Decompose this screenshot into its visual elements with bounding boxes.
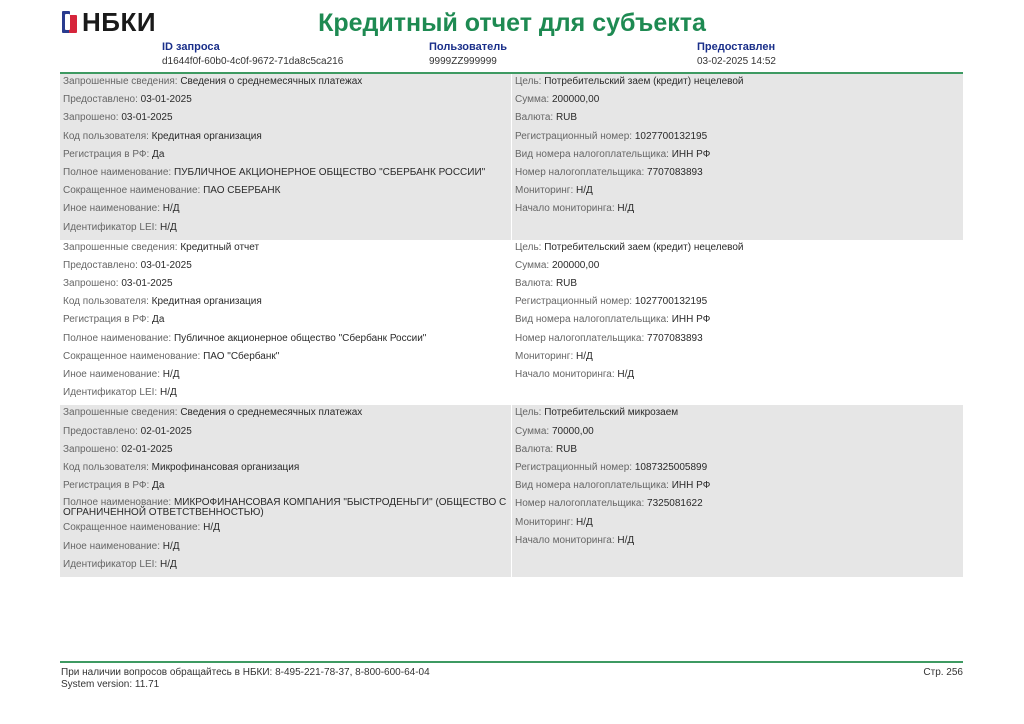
field-value: Н/Д [159,558,177,570]
record-column-right [512,74,963,240]
record-field [512,167,963,185]
request-id-value: d1644f0f-60b0-4c0f-9672-71da8c5ca216 [162,56,344,67]
field-label: Сумма: [515,94,552,106]
record-field [512,112,963,130]
record-field [512,278,963,296]
inquiry-record [60,74,963,240]
field-value: 7325081622 [647,498,703,510]
record-field [60,260,511,278]
field-label: Полное наименование: [63,498,174,509]
field-value: Да [152,148,165,160]
field-value: Н/Д [162,203,180,215]
record-field [512,407,963,425]
field-label: Запрошено: [63,112,122,124]
provided-label: Предоставлен [697,41,776,53]
field-label: Начало мониторинга: [515,534,618,546]
record-field [512,517,963,535]
field-value: Н/Д [576,185,593,197]
field-label: Мониторинг: [515,350,577,362]
field-label: Запрошенные сведения: [63,407,181,419]
field-label: Цель: [515,407,545,419]
field-label: Код пользователя: [63,130,152,142]
field-value: Н/Д [159,221,177,233]
field-value: 1027700132195 [634,130,708,142]
field-value: 03-01-2025 [140,259,192,271]
record-field [512,535,963,553]
field-value: Н/Д [162,540,180,552]
field-value: 1027700132195 [634,296,708,308]
record-field [60,541,511,559]
field-value: 02-01-2025 [121,443,173,455]
record-field [60,76,511,94]
field-label: Мониторинг: [515,516,577,528]
field-label: Запрошено: [63,278,122,290]
record-field [60,131,511,149]
field-value: Н/Д [617,203,635,215]
field-value: Да [152,480,165,492]
record-field [512,242,963,260]
record-field [512,76,963,94]
field-label: Регистрация в РФ: [63,314,153,326]
record-field [512,462,963,480]
field-label: Валюта: [515,112,556,124]
inquiry-records [60,74,963,577]
record-field [60,462,511,480]
record-field [60,203,511,221]
field-label: Валюта: [515,443,556,455]
field-value: ИНН РФ [671,480,711,492]
field-label: Вид номера налогоплательщика: [515,480,672,492]
record-field [60,296,511,314]
record-field [60,333,511,351]
field-value: Кредитный отчет [180,241,260,253]
record-field [60,222,511,240]
record-field [60,278,511,296]
field-value: 02-01-2025 [140,425,192,437]
field-value: 70000,00 [551,425,594,437]
record-field [60,112,511,130]
field-label: Сумма: [515,425,552,437]
field-value: 7707083893 [647,332,703,344]
record-field [60,426,511,444]
field-value: Н/Д [617,534,635,546]
field-label: Иное наименование: [63,369,163,380]
field-label: Регистрационный номер: [515,461,635,473]
field-label: Цель: [515,241,545,253]
field-value: ПУБЛИЧНОЕ АКЦИОНЕРНОЕ ОБЩЕСТВО "СБЕРБАНК РОССИИ" [173,166,486,178]
record-field [512,444,963,462]
inquiry-record [60,405,963,577]
record-field [60,185,511,203]
field-value: 03-01-2025 [121,278,173,290]
field-value: МИКРОФИНАНСОВАЯ КОМПАНИЯ "БЫСТРОДЕНЬГИ" (ОБЩЕСТВО С ОГРАНИЧЕННОЙ ОТВЕТСТВЕННОСТЬЮ) [63,498,507,519]
record-field [60,149,511,167]
field-value: Микрофинансовая организация [151,461,300,473]
field-label: Сокращенное наименование: [63,185,204,197]
field-value: Н/Д [203,522,220,534]
field-label: Мониторинг: [515,185,577,197]
field-label: Начало мониторинга: [515,369,618,380]
record-field [60,242,511,260]
field-label: Регистрационный номер: [515,130,635,142]
field-label: Вид номера налогоплательщика: [515,148,672,160]
field-value: Н/Д [576,350,593,362]
field-label: Идентификатор LEI: [63,558,160,570]
field-value: ПАО СБЕРБАНК [203,185,281,197]
record-field [60,314,511,332]
field-value: Н/Д [159,387,177,399]
provided-value: 03-02-2025 14:52 [697,56,776,67]
field-label: Начало мониторинга: [515,203,618,215]
inquiry-record [60,240,963,406]
field-value: Н/Д [576,516,593,528]
field-label: Код пользователя: [63,461,152,473]
field-label: Регистрация в РФ: [63,148,153,160]
field-value: Потребительский заем (кредит) нецелевой [544,76,744,87]
field-value: 7707083893 [647,166,703,178]
record-field [512,203,963,221]
field-label: Предоставлено: [63,425,141,437]
field-value: RUB [555,443,578,455]
field-value: RUB [555,278,578,290]
footer-info [61,667,430,691]
page-number: Стр. 256 [923,667,963,678]
record-field [60,387,511,405]
record-field [512,296,963,314]
field-value: Н/Д [162,369,180,380]
record-field [512,351,963,369]
field-label: Предоставлено: [63,94,141,106]
logo-text: НБКИ [82,7,157,37]
field-value: Потребительский заем (кредит) нецелевой [544,241,744,253]
record-field [512,480,963,498]
footer-divider [60,661,963,663]
record-field [512,149,963,167]
record-field [512,369,963,387]
field-value: 200000,00 [551,259,600,271]
record-field [512,131,963,149]
record-field [60,369,511,387]
field-label: Сокращенное наименование: [63,522,204,534]
field-label: Номер налогоплательщика: [515,498,648,510]
field-value: Сведения о среднемесячных платежах [180,407,363,419]
record-field [512,185,963,203]
record-field [60,167,511,185]
field-label: Предоставлено: [63,259,141,271]
field-label: Цель: [515,76,545,87]
record-field [60,444,511,462]
field-value: Н/Д [617,369,635,380]
user-value: 9999ZZ999999 [429,56,497,67]
record-field [512,94,963,112]
record-field [60,351,511,369]
field-label: Идентификатор LEI: [63,221,160,233]
request-id-label: ID запроса [162,41,220,53]
record-field [512,260,963,278]
field-label: Сумма: [515,259,552,271]
field-value: ПАО "Сбербанк" [203,350,280,362]
page-title: Кредитный отчет для субъекта [318,9,706,37]
field-label: Запрошенные сведения: [63,241,181,253]
field-value: RUB [555,112,578,124]
field-value: Сведения о среднемесячных платежах [180,76,363,87]
user-label: Пользователь [429,41,508,53]
field-value: Да [152,314,165,326]
field-label: Полное наименование: [63,332,174,344]
field-label: Регистрационный номер: [515,296,635,308]
record-column-right [512,405,963,577]
field-value: Публичное акционерное общество "Сбербанк России" [173,332,427,344]
field-label: Номер налогоплательщика: [515,332,648,344]
record-field [512,314,963,332]
record-column-right [512,240,963,406]
record-field [60,407,511,425]
field-label: Вид номера налогоплательщика: [515,314,672,326]
field-label: Полное наименование: [63,166,174,178]
record-field [512,426,963,444]
footer-contact: При наличии вопросов обращайтесь в НБКИ: 8-495-221-78-37, 8-800-600-64-04 [61,667,430,678]
record-field [60,480,511,498]
field-value: 03-01-2025 [121,112,173,124]
field-label: Валюта: [515,278,556,290]
field-value: Потребительский микрозаем [544,407,679,419]
record-field [60,498,511,522]
record-column-left [60,240,512,406]
field-label: Запрошено: [63,443,122,455]
field-value: Кредитная организация [151,130,262,142]
record-field [60,559,511,577]
record-column-left [60,405,512,577]
field-value: 03-01-2025 [140,94,192,106]
field-label: Идентификатор LEI: [63,387,160,399]
field-label: Номер налогоплательщика: [515,166,648,178]
field-value: Кредитная организация [151,296,262,308]
field-label: Запрошенные сведения: [63,76,181,87]
field-label: Код пользователя: [63,296,152,308]
field-label: Иное наименование: [63,540,163,552]
record-column-left [60,74,512,240]
field-label: Иное наименование: [63,203,163,215]
record-field [512,498,963,516]
footer-version: System version: 11.71 [61,679,160,690]
field-value: 200000,00 [551,94,600,106]
field-label: Сокращенное наименование: [63,350,204,362]
field-value: 1087325005899 [634,461,708,473]
field-value: ИНН РФ [671,314,711,326]
field-label: Регистрация в РФ: [63,480,153,492]
record-field [512,333,963,351]
record-field [60,94,511,112]
field-value: ИНН РФ [671,148,711,160]
record-field [60,522,511,540]
